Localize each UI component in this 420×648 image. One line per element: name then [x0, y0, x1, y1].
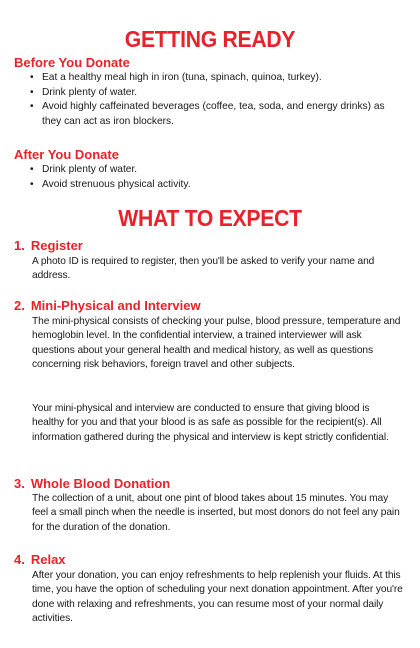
- step-heading-whole-blood: [14, 477, 170, 490]
- list-item-text: Eat a healthy meal high in iron (tuna, spinach, quinoa, turkey).: [42, 72, 322, 83]
- step-heading-relax: [14, 553, 66, 566]
- bullet-icon: •: [30, 72, 34, 83]
- step-number: 4.: [14, 552, 25, 567]
- list-item: [30, 100, 400, 129]
- step-number: 1.: [14, 238, 25, 253]
- bullet-icon: •: [30, 101, 34, 112]
- bullet-icon: •: [30, 164, 34, 175]
- list-item-text: Avoid highly caffeinated beverages (coffee, tea, soda, and energy drinks) as they can act as iron blockers.: [42, 101, 385, 127]
- list-item-text: Drink plenty of water.: [42, 86, 138, 98]
- list-item: [30, 86, 400, 101]
- bullet-icon: •: [30, 86, 34, 98]
- before-donate-list: [30, 71, 400, 129]
- step-paragraph: A photo ID is required to register, then you'll be asked to verify your name and address.: [32, 256, 375, 282]
- step-title: Mini-Physical and Interview: [30, 298, 201, 313]
- step-number: 2.: [14, 298, 25, 313]
- list-item-text: Avoid strenuous physical activity.: [42, 178, 191, 190]
- step-heading-mini-physical: [14, 299, 201, 312]
- after-donate-heading: After You Donate: [14, 147, 119, 162]
- step-paragraph: Your mini-physical and interview are conducted to ensure that giving blood is healthy for you and that your blood is as safe as possible for the recipient(s). All information gathered during the physical and interview is kept strictly confidential.: [32, 403, 389, 443]
- step-title: Whole Blood Donation: [30, 476, 171, 491]
- step-title: Relax: [30, 552, 66, 567]
- what-to-expect-title: WHAT TO EXPECT: [118, 205, 302, 231]
- before-donate-heading: Before You Donate: [14, 55, 130, 70]
- step-paragraph: The collection of a unit, about one pint of blood takes about 15 minutes. You may feel a small pinch when the needle is inserted, but most donors do not feel any pain for the duration of the donation.: [32, 493, 400, 533]
- step-paragraph: The mini-physical consists of checking your pulse, blood pressure, temperature and hemoglobin level. In the confidential interview, a trained interviewer will ask questions about your general health and medical history, as well as questions concerning risk behaviors, foreign travel and other subjects.: [32, 316, 401, 371]
- step-number: 3.: [14, 476, 25, 491]
- bullet-icon: •: [30, 178, 34, 190]
- step-heading-register: [14, 239, 83, 252]
- list-item: [30, 71, 400, 86]
- list-item-text: Drink plenty of water.: [42, 164, 138, 175]
- step-paragraph: After your donation, you can enjoy refreshments to help replenish your fluids. At this time, you have the option of scheduling your next donation appointment. After you're done with relaxing and refreshments, you can resume most of your normal daily activities.: [32, 570, 403, 625]
- step-title: Register: [30, 238, 83, 253]
- list-item: [30, 163, 400, 178]
- list-item: [30, 178, 400, 193]
- after-donate-list: [30, 163, 400, 192]
- getting-ready-title: GETTING READY: [124, 26, 296, 52]
